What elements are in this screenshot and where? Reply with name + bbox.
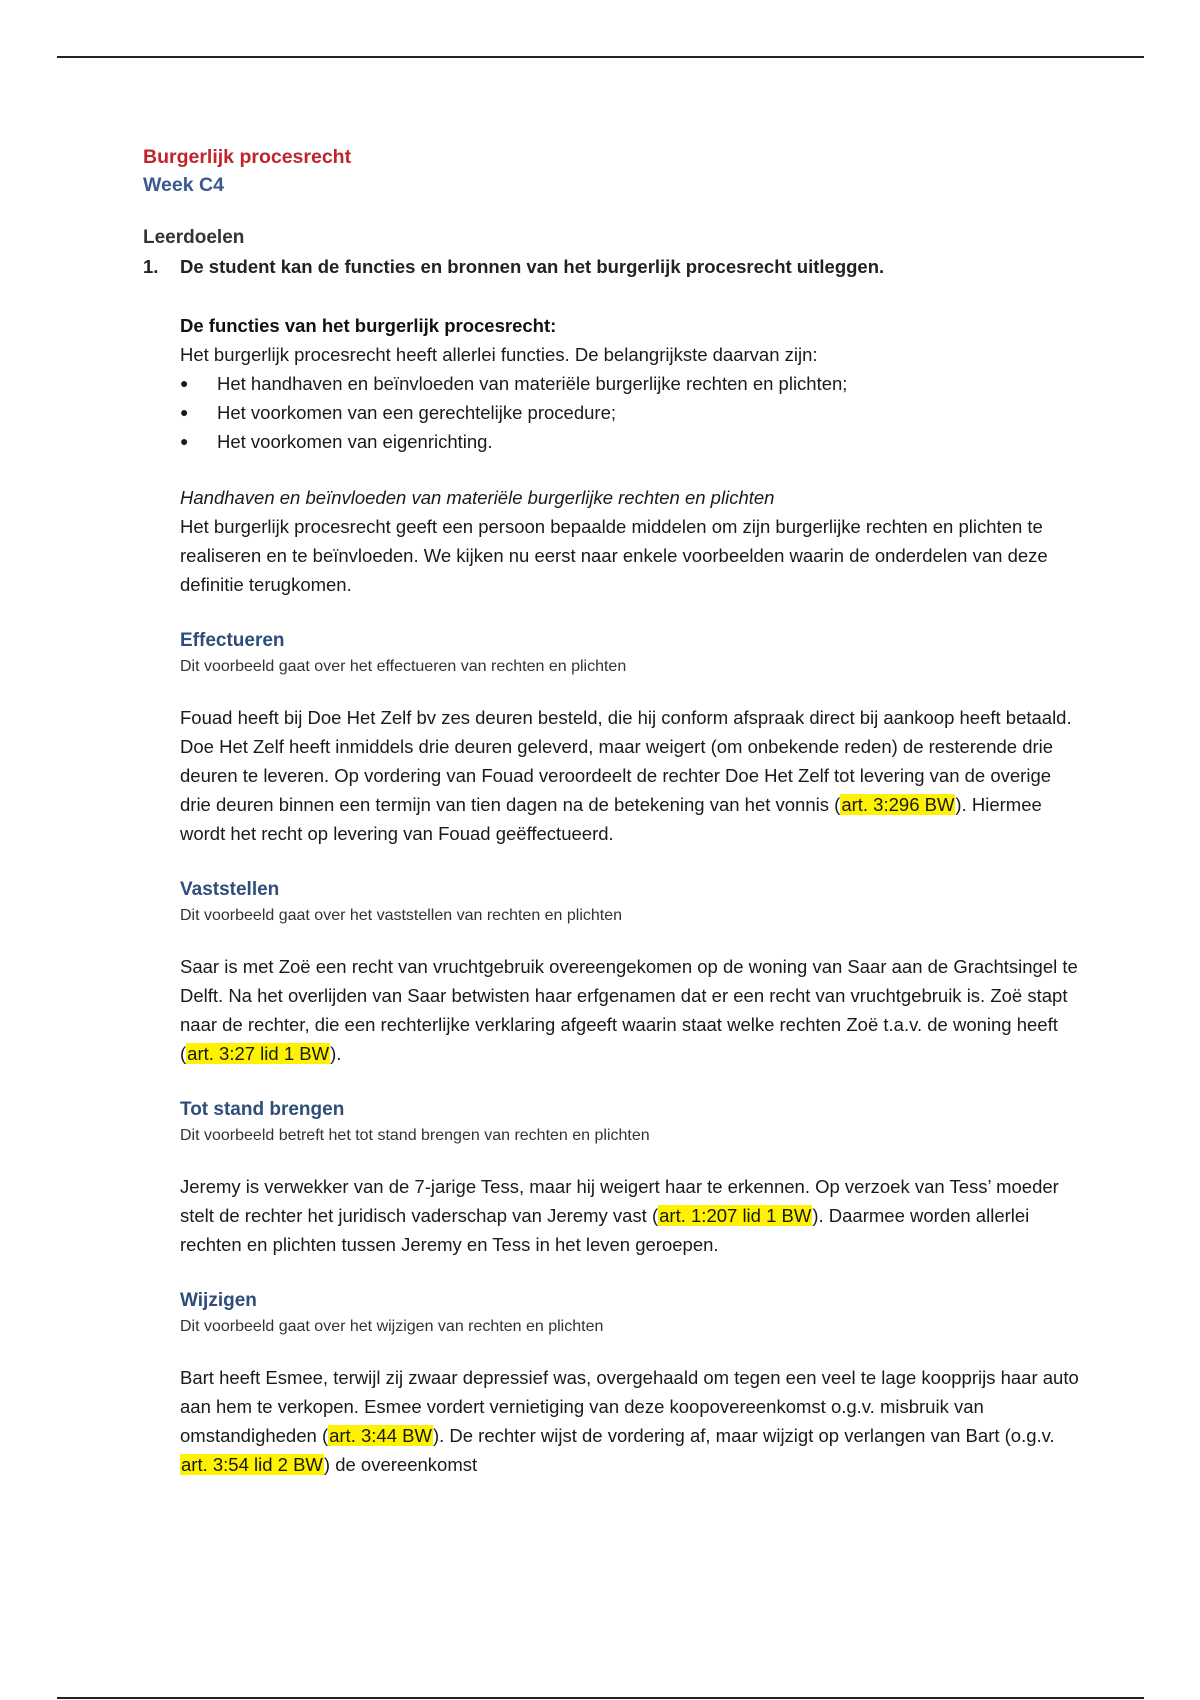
article-highlight: art. 3:44 BW bbox=[329, 1425, 432, 1446]
vaststellen-heading: Vaststellen bbox=[180, 879, 280, 900]
paragraph-text: Jeremy is verwekker van de 7-jarige Tess, maar hij weigert haar te erkennen. Op verzoek van Tess’ moeder stelt de rechter het juridisch vaderschap van Jeremy vast ( bbox=[180, 1176, 1059, 1226]
vaststellen-paragraph bbox=[180, 952, 1083, 1068]
wijzigen-subheading: Dit voorbeeld gaat over het wijzigen van rechten en plichten bbox=[180, 1318, 604, 1335]
effectueren-heading: Effectueren bbox=[180, 630, 285, 651]
document-title: Burgerlijk procesrecht bbox=[143, 146, 352, 168]
totstand-paragraph bbox=[180, 1172, 1083, 1259]
article-highlight: art. 3:296 BW bbox=[841, 794, 955, 815]
article-highlight: art. 1:207 lid 1 BW bbox=[659, 1205, 812, 1226]
leerdoelen-heading: Leerdoelen bbox=[143, 227, 245, 248]
list-item-text: Het voorkomen van een gerechtelijke procedure; bbox=[217, 402, 617, 423]
list-item-text: Het voorkomen van eigenrichting. bbox=[217, 431, 493, 452]
paragraph-text: ). Daarmee worden allerlei rechten en plichten tussen Jeremy en Tess in het leven geroepen. bbox=[180, 1205, 1030, 1255]
totstand-subheading: Dit voorbeeld betreft het tot stand brengen van rechten en plichten bbox=[180, 1127, 650, 1144]
list-item bbox=[180, 427, 1083, 456]
handhaven-text: Het burgerlijk procesrecht geeft een persoon bepaalde middelen om zijn burgerlijke rechten en plichten te realiseren en te beïnvloeden. We kijken nu eerst naar enkele voorbeelden waarin de onderdelen van deze definitie terugkomen. bbox=[180, 516, 1048, 595]
footer-rule bbox=[57, 1697, 1144, 1699]
list-item-text: Het handhaven en beïnvloeden van materiële burgerlijke rechten en plichten; bbox=[217, 373, 848, 394]
paragraph-text: ) de overeenkomst bbox=[323, 1454, 478, 1475]
goal-text: De student kan de functies en bronnen van het burgerlijk procesrecht uitleggen. bbox=[180, 256, 885, 277]
article-highlight: art. 3:54 lid 2 BW bbox=[181, 1454, 323, 1475]
paragraph-text: Fouad heeft bij Doe Het Zelf bv zes deuren besteld, die hij conform afspraak direct bij aankoop heeft betaald. Doe Het Zelf heeft inmiddels drie deuren geleverd, maar weigert (om onbekende reden) de resterende drie deuren te leveren. Op vordering van Fouad veroordeelt de rechter Doe Het Zelf tot levering van de overige drie deuren binnen een termijn van tien dagen na de betekening van het vonnis ( bbox=[180, 707, 1072, 815]
effectueren-paragraph bbox=[180, 703, 1083, 848]
header-rule bbox=[57, 56, 1144, 58]
learning-goal bbox=[143, 252, 1083, 281]
goal-number: 1. bbox=[143, 256, 159, 277]
goal-body bbox=[180, 311, 1083, 1479]
bullet-icon: ● bbox=[180, 375, 189, 391]
functions-heading: De functies van het burgerlijk procesrecht: bbox=[180, 315, 557, 336]
paragraph-text: ). De rechter wijst de vordering af, maar wijzigt op verlangen van Bart (o.g.v. bbox=[432, 1425, 1055, 1446]
paragraph-text: ). bbox=[330, 1043, 342, 1064]
handhaven-heading: Handhaven en beïnvloeden van materiële burgerlijke rechten en plichten bbox=[180, 487, 775, 508]
wijzigen-heading: Wijzigen bbox=[180, 1290, 257, 1311]
paragraph-text: ). Hiermee wordt het recht op levering van Fouad geëffectueerd. bbox=[180, 794, 1042, 844]
list-item bbox=[180, 369, 1083, 398]
document-subtitle: Week C4 bbox=[143, 174, 224, 196]
bullet-icon: ● bbox=[180, 404, 189, 420]
bullet-icon: ● bbox=[180, 433, 189, 449]
vaststellen-subheading: Dit voorbeeld gaat over het vaststellen van rechten en plichten bbox=[180, 907, 623, 924]
list-item bbox=[180, 398, 1083, 427]
wijzigen-paragraph bbox=[180, 1363, 1083, 1479]
document-page bbox=[143, 143, 1083, 1479]
effectueren-subheading: Dit voorbeeld gaat over het effectueren van rechten en plichten bbox=[180, 658, 627, 675]
totstand-heading: Tot stand brengen bbox=[180, 1099, 345, 1120]
functions-list bbox=[180, 369, 1083, 456]
functions-intro: Het burgerlijk procesrecht heeft allerlei functies. De belangrijkste daarvan zijn: bbox=[180, 344, 818, 365]
paragraph-text: Bart heeft Esmee, terwijl zij zwaar depressief was, overgehaald om tegen een veel te lage koopprijs haar auto aan hem te verkopen. Esmee vordert vernietiging van deze koopovereenkomst o.g.v. misbruik van omstandigheden ( bbox=[180, 1367, 1079, 1446]
article-highlight: art. 3:27 lid 1 BW bbox=[187, 1043, 330, 1064]
paragraph-text: Saar is met Zoë een recht van vruchtgebruik overeengekomen op de woning van Saar aan de Grachtsingel te Delft. Na het overlijden van Saar betwisten haar erfgenamen dat er een recht van vruchtgebruik is. Zoë stapt naar de rechter, die een rechterlijke verklaring afgeeft waarin staat welke rechten Zoë t.a.v. de woning heeft ( bbox=[180, 956, 1078, 1064]
